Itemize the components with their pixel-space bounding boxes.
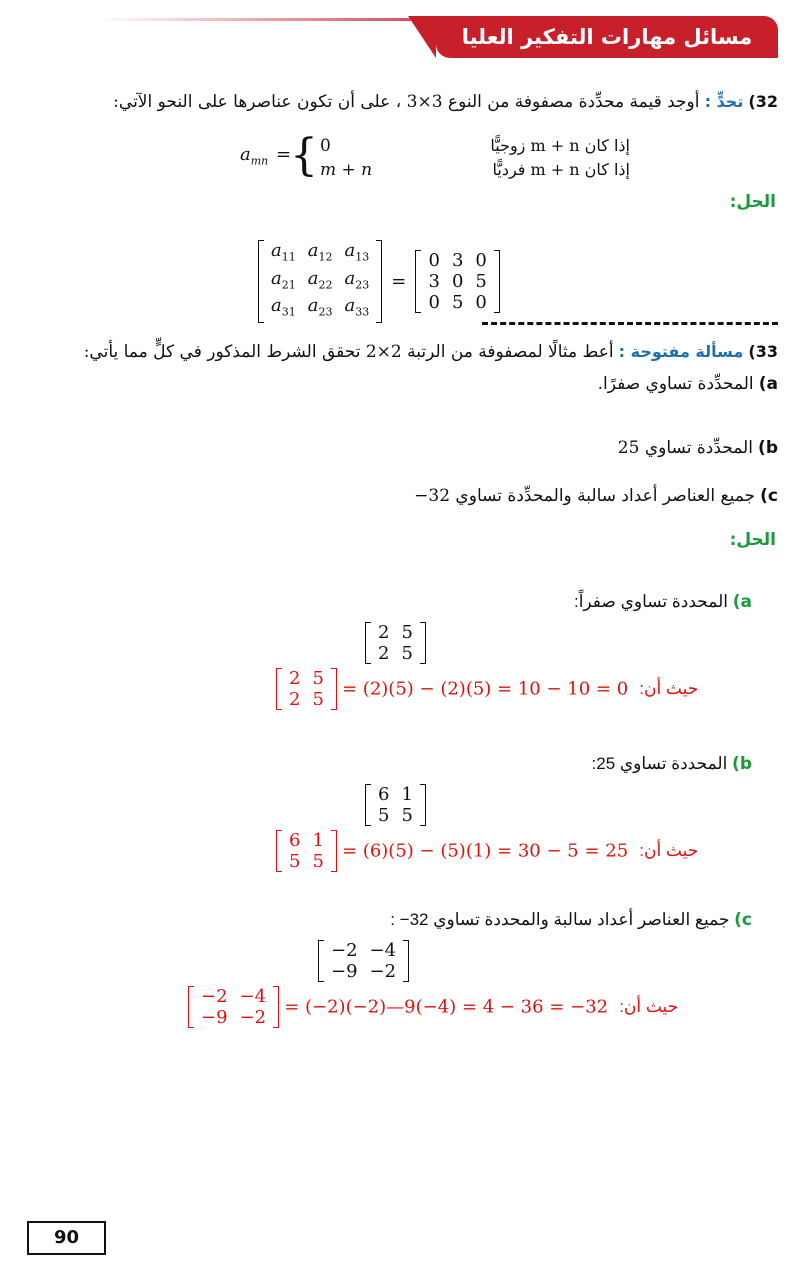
matrix-cell: −9 bbox=[201, 1007, 228, 1028]
matrix-cell: −4 bbox=[239, 986, 267, 1007]
symbolic-matrix bbox=[258, 240, 382, 323]
solution-label-33: الحل: bbox=[729, 530, 776, 550]
brace: { bbox=[290, 130, 318, 181]
calc-expression: = (2)(5) − (2)(5) = 10 − 10 = 0 bbox=[342, 678, 629, 700]
matrix-cell: 1 bbox=[312, 830, 324, 851]
dashed-divider bbox=[482, 322, 778, 325]
matrix-cell: −2 bbox=[369, 961, 397, 982]
matrix-cell: $a_{23}$ bbox=[344, 267, 370, 292]
matrix-cell: $a_{21}$ bbox=[271, 267, 296, 292]
matrix-cell: 5 bbox=[475, 270, 487, 292]
part-letter: a) bbox=[758, 374, 778, 394]
matrix-cell: 0 bbox=[428, 291, 440, 313]
matrix-cell: $a_{31}$ bbox=[271, 295, 296, 319]
matrix-cell: 2 bbox=[378, 622, 390, 643]
matrix-cell: 1 bbox=[401, 784, 413, 805]
answer-heading-text: المحددة تساوي 25: bbox=[591, 754, 728, 773]
question-tag: مسألة مفتوحة : bbox=[618, 342, 744, 361]
matrix-cell: 0 bbox=[475, 291, 487, 313]
matrix-cell: $a_{13}$ bbox=[344, 240, 370, 264]
matrix-cell: $a_{12}$ bbox=[307, 240, 333, 264]
answer-heading-text: المحددة تساوي صفراً: bbox=[573, 592, 728, 611]
matrix-cell: $a_{11}$ bbox=[271, 240, 296, 264]
part-b bbox=[618, 438, 778, 458]
answer-b-matrix bbox=[365, 784, 426, 826]
part-text: المحدِّدة تساوي صفرًا. bbox=[597, 374, 754, 394]
matrix-cell: 6 bbox=[378, 784, 390, 805]
answer-c-calc bbox=[188, 986, 788, 1028]
matrix-cell: 6 bbox=[289, 830, 301, 851]
matrix-cell: −2 bbox=[201, 986, 228, 1007]
matrix-cell: −2 bbox=[239, 1007, 267, 1028]
matrix-cell: 0 bbox=[451, 270, 464, 292]
def-case1-condition: إذا كان m + n زوجيًّا bbox=[490, 136, 630, 155]
calc-expression: = (−2)(−2)—9(−4) = 4 − 36 = −32 bbox=[284, 996, 609, 1018]
answer-b-heading bbox=[592, 754, 753, 774]
matrix-cell: 5 bbox=[312, 668, 324, 689]
question-number: 33) bbox=[748, 342, 778, 361]
calc-prefix: حيث أن: bbox=[639, 679, 699, 698]
matrix-cell: 5 bbox=[401, 643, 413, 664]
piecewise-definition bbox=[240, 132, 640, 188]
matrix-equation-32 bbox=[258, 240, 500, 323]
matrix-cell: $a_{22}$ bbox=[307, 267, 333, 292]
part-text: المحدِّدة تساوي 25 bbox=[617, 438, 753, 458]
page-number: 90 bbox=[27, 1221, 106, 1255]
def-lhs: $a_{mn}$ bbox=[240, 144, 269, 168]
calc-prefix: حيث أن: bbox=[639, 841, 699, 860]
matrix-cell: 5 bbox=[289, 851, 301, 872]
part-letter: c) bbox=[760, 486, 778, 506]
calc-prefix: حيث أن: bbox=[619, 997, 679, 1016]
def-case2-condition: إذا كان m + n فرديًّا bbox=[492, 160, 630, 179]
question-text: أعط مثالًا لمصفوفة من الرتبة 2×2 تحقق الشرط المذكور في كلٍّ مما يأتي: bbox=[83, 342, 614, 362]
part-text: جميع العناصر أعداد سالبة والمحدِّدة تساوي 32− bbox=[414, 486, 756, 506]
calc-expression: = (6)(5) − (5)(1) = 30 − 5 = 25 bbox=[342, 840, 629, 862]
matrix-cell: 5 bbox=[451, 291, 464, 313]
section-title-banner: مسائل مهارات التفكير العليا bbox=[436, 16, 778, 58]
matrix-cell: 2 bbox=[289, 668, 301, 689]
answer-c-matrix bbox=[318, 940, 409, 982]
question-text: أوجد قيمة محدِّدة مصفوفة من النوع 3×3 ، على أن تكون عناصرها على النحو الآتي: bbox=[113, 92, 700, 112]
question-number: 32) bbox=[748, 92, 778, 111]
part-letter: b) bbox=[758, 438, 778, 458]
answer-letter: a) bbox=[732, 592, 752, 612]
question-32 bbox=[8, 92, 778, 112]
answer-letter: c) bbox=[734, 910, 752, 930]
answer-c-heading bbox=[390, 910, 752, 930]
equals-sign: = bbox=[391, 270, 407, 292]
matrix-cell: −9 bbox=[331, 961, 358, 982]
question-33 bbox=[8, 342, 778, 362]
matrix-cell: −2 bbox=[331, 940, 358, 961]
matrix-cell: 3 bbox=[428, 270, 440, 292]
matrix-cell: 5 bbox=[312, 689, 324, 710]
part-c bbox=[414, 486, 778, 506]
solution-label-32: الحل: bbox=[729, 192, 776, 212]
answer-letter: b) bbox=[732, 754, 752, 774]
matrix-cell: 5 bbox=[401, 622, 413, 643]
matrix-cell: 0 bbox=[428, 249, 440, 271]
matrix-cell: $a_{33}$ bbox=[344, 295, 370, 319]
matrix-cell: 3 bbox=[451, 249, 464, 271]
part-a bbox=[598, 374, 778, 394]
matrix-cell: −4 bbox=[369, 940, 397, 961]
matrix-cell: 0 bbox=[475, 249, 487, 271]
value-matrix bbox=[415, 250, 499, 313]
answer-a-heading bbox=[574, 592, 752, 612]
matrix-cell: 5 bbox=[378, 805, 390, 826]
matrix-cell: 5 bbox=[312, 851, 324, 872]
question-tag: تحدٍّ : bbox=[704, 92, 744, 111]
matrix-cell: $a_{23}$ bbox=[307, 295, 333, 319]
answer-heading-text: جميع العناصر أعداد سالبة والمحددة تساوي 32− : bbox=[390, 910, 730, 929]
matrix-cell: 2 bbox=[289, 689, 301, 710]
def-case2-value: m + n bbox=[320, 160, 373, 180]
answer-a-matrix bbox=[365, 622, 426, 664]
matrix-cell: 2 bbox=[378, 643, 390, 664]
answer-a-calc bbox=[276, 668, 776, 710]
matrix-cell: 5 bbox=[401, 805, 413, 826]
answer-b-calc bbox=[276, 830, 776, 872]
def-case1-value: 0 bbox=[320, 136, 331, 156]
equals-sign: = bbox=[276, 144, 292, 165]
